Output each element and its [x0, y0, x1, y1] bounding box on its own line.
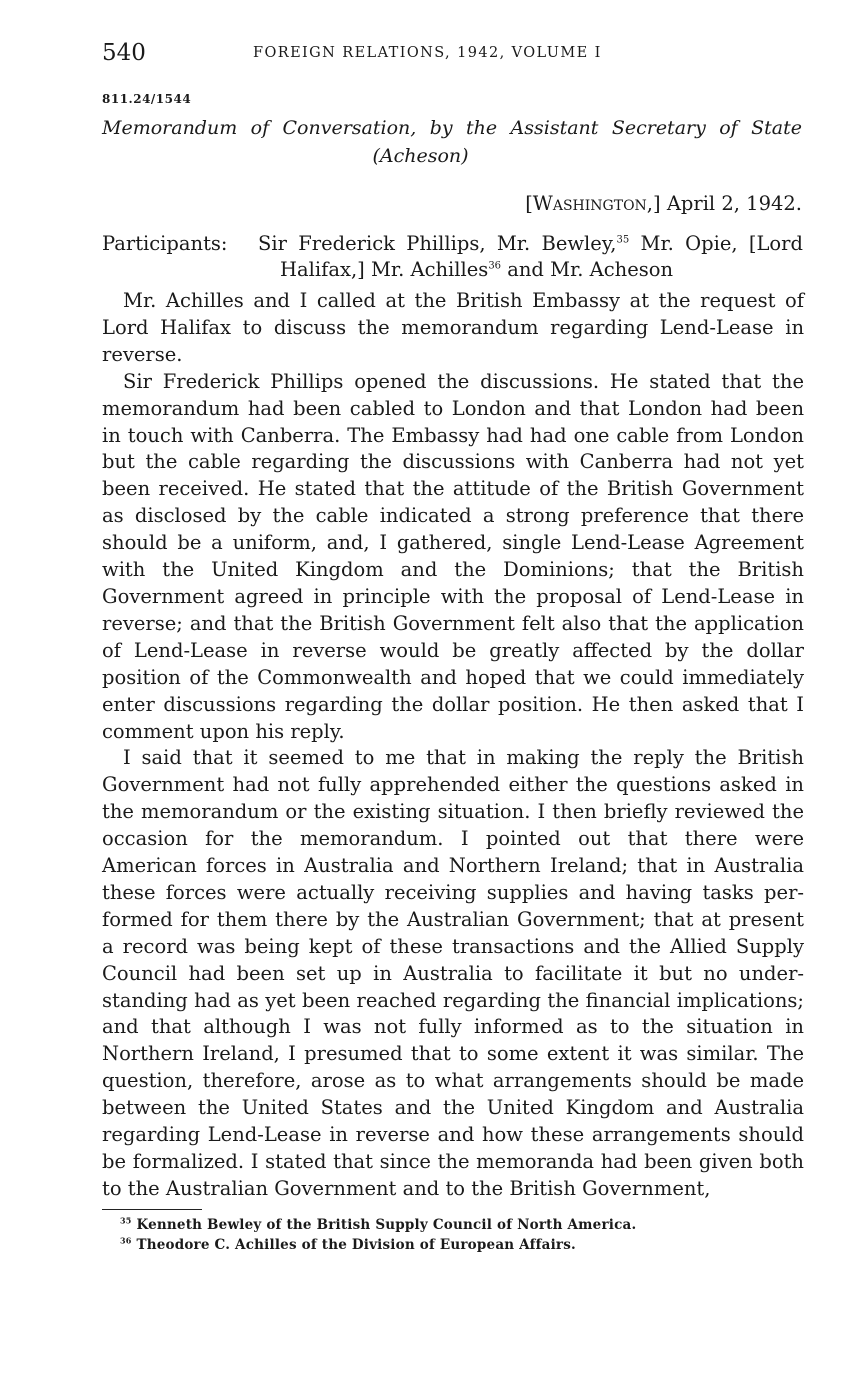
footnote-35: [120, 1217, 636, 1233]
footnote-divider: [102, 1209, 202, 1210]
footnote-text: Theodore C. Achilles of the Division of European Affairs.: [136, 1237, 576, 1253]
footnote-marker: 36: [120, 1235, 132, 1246]
participants-text: Mr. Opie, [Lord: [629, 232, 803, 255]
body-text: [102, 288, 804, 1203]
page-number: 540: [102, 40, 146, 66]
paragraph: Sir Frederick Phillips opened the discussions. He stated that the memorandum had been cabled to London and that London had been in touch with Canberra. The Embassy had had one cable from London but the cable regarding the discussions with Canberra had not yet been received. He stated that the attitude of the British Government as disclosed by the cable indicated a strong preference that there should be a uniform, and, I gathered, single Lend-Lease Agreement with the United Kingdom and the Dominions; that the British Government agreed in principle with the proposal of Lend-Lease in reverse; and that the British Government felt also that the application of Lend-Lease in reverse would be greatly affected by the dollar position of the Commonwealth and hoped that we could immediately enter discussions regarding the dollar position. He then asked that I comment upon his reply.: [102, 369, 804, 743]
footnote-36: [120, 1237, 576, 1253]
dateline: [525, 192, 802, 215]
footnote-ref-36: 36: [488, 260, 502, 272]
participants-line-2: [280, 257, 673, 283]
dateline-date: April 2, 1942.: [666, 192, 802, 215]
participants-line-1: [258, 231, 803, 257]
memo-title: Memorandum of Conversation, by the Assistant Secretary of State: [102, 117, 802, 139]
participants-text: Halifax,] Mr. Achilles: [280, 258, 489, 281]
footnote-ref-35: 35: [616, 234, 630, 246]
dateline-place: [Washington,]: [525, 192, 661, 215]
footnote-marker: 35: [120, 1215, 132, 1226]
paragraph: I said that it seemed to me that in making the reply the British Government had not fully apprehended either the questions asked in the memorandum or the existing situation. I then briefly reviewed the occasion for the memorandum. I pointed out that there were American forces in Australia and Northern Ireland; that in Australia these forces were actually receiving supplies and having tasks performed for them there by the Australian Government; that at present a record was being kept of these transactions and the Allied Supply Council had been set up in Australia to facilitate it but no understanding had as yet been reached regarding the financial implications; and that although I was not fully informed as to the situation in Northern Ireland, I presumed that to some extent it was similar. The question, therefore, arose as to what arrangements should be made between the United States and the United Kingdom and Australia regarding Lend-Lease in reverse and how these arrangements should be formalized. I stated that since the memoranda had been given both to the Australian Government and to the British Government,: [102, 746, 804, 1200]
memo-title-author: (Acheson): [372, 145, 469, 167]
file-number: 811.24/1544: [102, 92, 192, 106]
footnote-text: Kenneth Bewley of the British Supply Council of North America.: [136, 1217, 637, 1233]
participants-text: and Mr. Acheson: [501, 258, 674, 281]
participants-label: Participants:: [102, 232, 228, 255]
running-title: FOREIGN RELATIONS, 1942, VOLUME I: [253, 45, 602, 61]
participants-text: Sir Frederick Phillips, Mr. Bewley,: [258, 232, 617, 255]
paragraph: Mr. Achilles and I called at the British Embassy at the request of Lord Halifax to discuss the memorandum regarding Lend-Lease in reverse.: [102, 289, 804, 366]
